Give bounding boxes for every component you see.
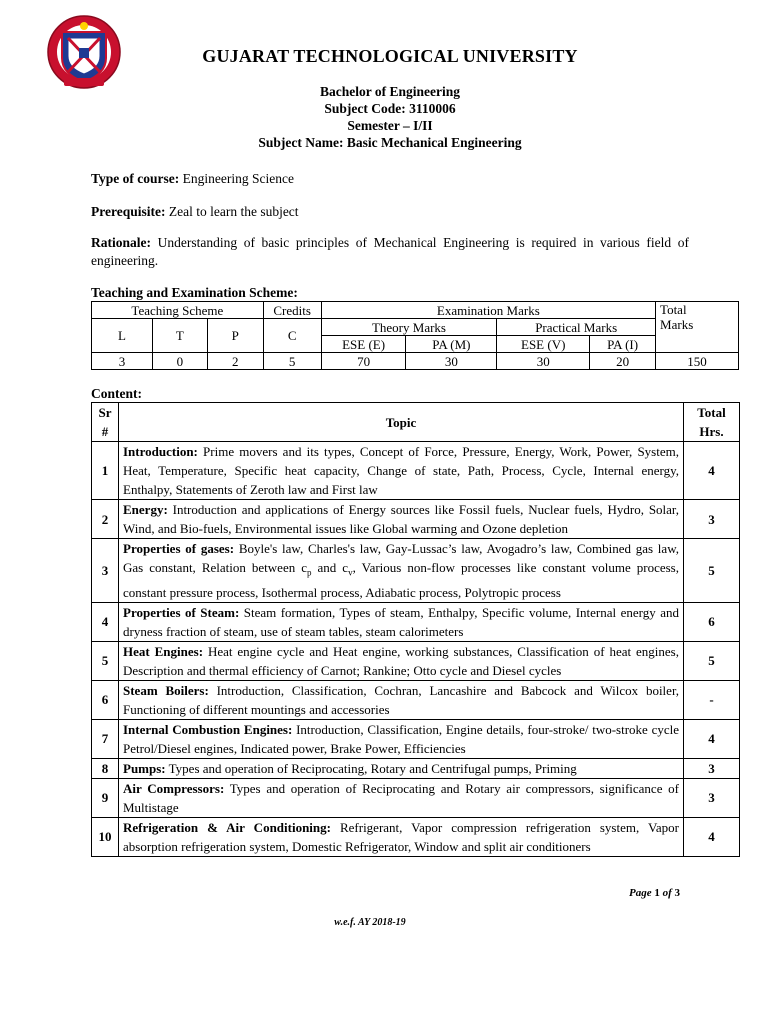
scheme-col-p: P (207, 319, 263, 353)
prerequisite-value: Zeal to learn the subject (165, 204, 299, 219)
table-row: 1 Introduction: Prime movers and its types, Concept of Force, Pressure, Energy, Work, Power, System, Heat, Temperature, Specific heat capacity, Change of state, Path, Process, Cycle, Internal energy, Enthalpy, Statements of Zeroth law and First law 4 (92, 442, 740, 500)
scheme-col-l: L (92, 319, 153, 353)
scheme-val-pa-m: 30 (406, 353, 497, 370)
scheme-col-ese-v: ESE (V) (497, 336, 590, 353)
page-number: Page 1 of 3 (628, 887, 680, 899)
subject-name: Subject Name: Basic Mechanical Engineering (258, 135, 522, 150)
content-col-sr: Sr # (92, 403, 119, 442)
scheme-col-t: T (152, 319, 207, 353)
scheme-val-c: 5 (263, 353, 321, 370)
effective-year: w.e.f. AY 2018-19 (334, 917, 406, 928)
type-of-course-value: Engineering Science (179, 171, 294, 186)
scheme-credits-header: Credits (263, 302, 321, 319)
university-logo (46, 14, 122, 92)
scheme-val-t: 0 (152, 353, 207, 370)
prerequisite-label: Prerequisite: (91, 204, 166, 219)
content-col-hrs: Total Hrs. (684, 403, 740, 442)
scheme-col-ese-e: ESE (E) (321, 336, 406, 353)
table-row: 9 Air Compressors: Types and operation of Reciprocating and Rotary air compressors, significance of Multistage 3 (92, 778, 740, 817)
table-row: 10 Refrigeration & Air Conditioning: Refrigerant, Vapor compression refrigeration system, Vapor absorption refrigeration system, Domestic Refrigerator, Window and split air conditioners 4 (92, 817, 740, 856)
scheme-teaching-header: Teaching Scheme (92, 302, 264, 319)
scheme-val-l: 3 (92, 353, 153, 370)
scheme-col-pa-m: PA (M) (406, 336, 497, 353)
type-of-course (91, 170, 691, 188)
prerequisite (91, 203, 691, 221)
scheme-table (91, 301, 739, 370)
scheme-theory-header: Theory Marks (321, 319, 497, 336)
type-of-course-label: Type of course: (91, 171, 180, 186)
scheme-val-pa-i: 20 (590, 353, 656, 370)
table-row: 4 Properties of Steam: Steam formation, Types of steam, Enthalpy, Specific volume, Internal energy and dryness fraction of steam, use of steam tables, steam calorimeters 6 (92, 602, 740, 641)
scheme-val-p: 2 (207, 353, 263, 370)
table-row: 8 Pumps: Types and operation of Reciprocating, Rotary and Centrifugal pumps, Priming 3 (92, 758, 740, 778)
rationale-label: Rationale: (91, 235, 151, 250)
semester: Semester – I/II (347, 118, 433, 133)
content-heading: Content: (91, 386, 142, 401)
table-row: 7 Internal Combustion Engines: Introduction, Classification, Engine details, four-stroke/ two-stroke cycle Petrol/Diesel engines, Indicated power, Brake Power, Efficiencies 4 (92, 719, 740, 758)
subject-code: Subject Code: 3110006 (324, 101, 456, 116)
content-table (91, 402, 740, 857)
content-col-topic: Topic (119, 403, 684, 442)
scheme-col-c: C (263, 319, 321, 353)
scheme-heading: Teaching and Examination Scheme: (91, 285, 298, 300)
scheme-total-header: Total Marks (656, 302, 739, 353)
university-title: GUJARAT TECHNOLOGICAL UNIVERSITY (202, 46, 578, 66)
table-row: 5 Heat Engines: Heat engine cycle and Heat engine, working substances, Classification of heat engines, Description and thermal efficiency of Carnot; Rankine; Otto cycle and Diesel cycles 5 (92, 641, 740, 680)
scheme-val-ese-v: 30 (497, 353, 590, 370)
table-row: 6 Steam Boilers: Introduction, Classification, Cochran, Lancashire and Babcock and Wilcox boiler, Functioning of different mountings and accessories - (92, 680, 740, 719)
scheme-col-pa-i: PA (I) (590, 336, 656, 353)
scheme-val-total: 150 (656, 353, 739, 370)
scheme-practical-header: Practical Marks (497, 319, 656, 336)
table-row: 2 Energy: Introduction and applications of Energy sources like Fossil fuels, Nuclear fuels, Hydro, Solar, Wind, and Bio-fuels, Environmental issues like Global warming and Ozone depletion 3 (92, 500, 740, 539)
scheme-exam-header: Examination Marks (321, 302, 655, 319)
table-row: 3 Properties of gases: Boyle's law, Charles's law, Gay-Lussac’s law, Avogadro’s law, Combined gas law, Gas constant, Relation between $c_p$ and $c_v$, Various non-flow processes like constant volume process, constant pressure process, Isothermal process, Adiabatic process, Polytropic process 5 (92, 539, 740, 603)
rationale-value: Understanding of basic principles of Mechanical Engineering is required in various field of engineering. (91, 235, 689, 268)
rationale (91, 234, 689, 270)
scheme-val-ese-e: 70 (321, 353, 406, 370)
degree: Bachelor of Engineering (320, 84, 460, 99)
